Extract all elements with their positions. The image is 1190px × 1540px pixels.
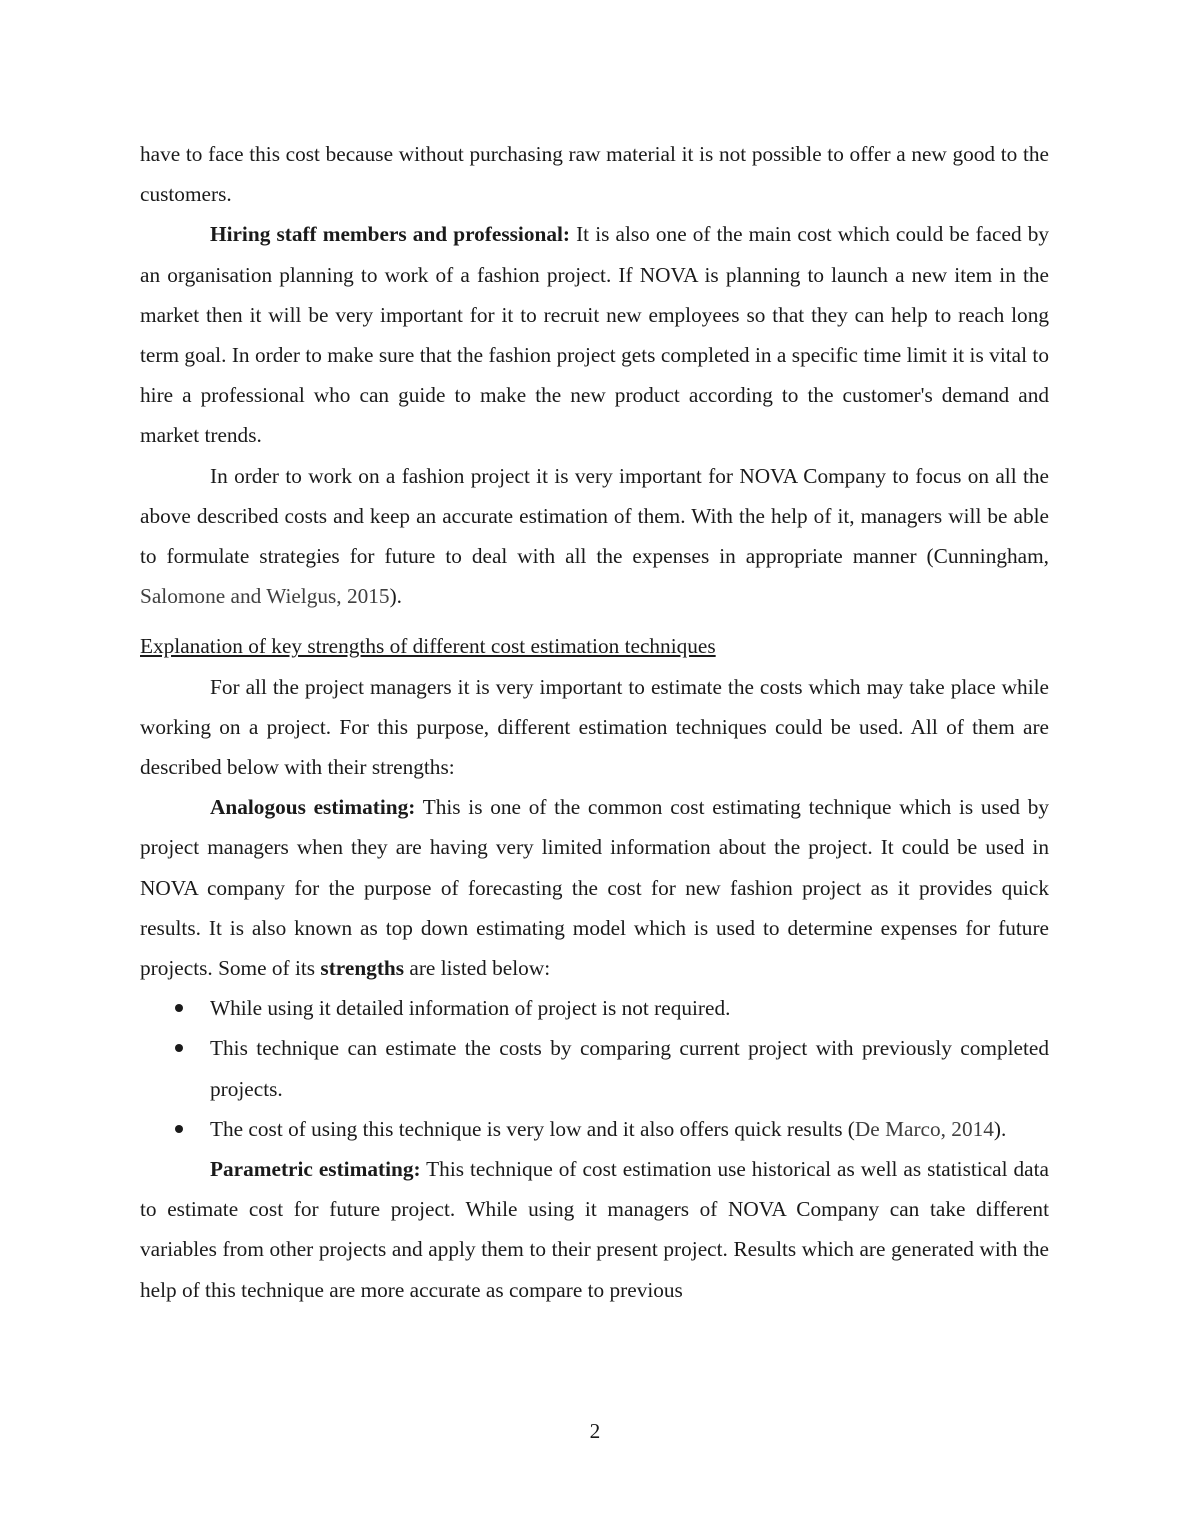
paragraph-estimation-intro	[140, 667, 1049, 788]
list-item-text: The cost of using this technique is very low and it also offers quick results (	[210, 1116, 855, 1141]
paragraph-text: This is one of the common cost estimating technique which is used by project managers when they are having very limited information about the project. It could be used in NOVA company for the purpose of forecasting the cost for new fashion project as it provides quick results. It is also known as top down estimating model which is used to determine expenses for future projects. Some of its	[140, 795, 1049, 981]
section-heading: Explanation of key strengths of different cost estimation techniques	[140, 634, 716, 659]
bullet-icon	[175, 1044, 183, 1052]
page-number: 2	[589, 1419, 601, 1443]
paragraph-analogous	[140, 787, 1049, 988]
list-item	[140, 1109, 1049, 1149]
paragraph-parametric	[140, 1149, 1049, 1310]
analogous-term: Analogous estimating:	[210, 795, 416, 820]
citation: De Marco, 2014	[854, 1116, 994, 1141]
strengths-term: strengths	[320, 956, 405, 981]
paragraph-text: have to face this cost because without purchasing raw material it is not possible to offer a new good to the customers.	[140, 142, 1049, 207]
paragraph-fashion-project	[140, 456, 1049, 617]
strengths-list	[140, 988, 1049, 1149]
document-page	[140, 134, 1049, 1310]
paragraph-text-end: are listed below:	[404, 956, 551, 981]
paragraph-text: For all the project managers it is very important to estimate the costs which may take place while working on a project. For this purpose, different estimation techniques could be used. All of them are described below with their strengths:	[140, 674, 1049, 780]
paragraph-raw-material	[140, 134, 1049, 214]
list-item-text: This technique can estimate the costs by comparing current project with previously completed projects.	[210, 1036, 1049, 1101]
parametric-term: Parametric estimating:	[210, 1157, 421, 1182]
citation: Salomone and Wielgus, 2015	[140, 584, 390, 609]
list-item	[140, 1028, 1049, 1108]
list-item-text-end: ).	[993, 1116, 1007, 1141]
bullet-icon	[175, 1125, 183, 1133]
list-item-text: While using it detailed information of project is not required.	[210, 996, 731, 1021]
hiring-staff-term: Hiring staff members and professional:	[210, 222, 570, 247]
paragraph-text-end: ).	[389, 584, 402, 609]
paragraph-text: In order to work on a fashion project it is very important for NOVA Company to focus on all the above described costs and keep an accurate estimation of them. With the help of it, managers will be able to formulate strategies for future to deal with all the expenses in appropriate manner (Cunningham,	[140, 463, 1049, 569]
paragraph-text: This technique of cost estimation use historical as well as statistical data to estimate cost for future project. While using it managers of NOVA Company can take different variables from other projects and apply them to their present project. Results which are generated with the help of this technique are more accurate as compare to previous	[140, 1157, 1049, 1302]
bullet-icon	[175, 1004, 183, 1012]
paragraph-text: It is also one of the main cost which could be faced by an organisation planning to work of a fashion project. If NOVA is planning to launch a new item in the market then it will be very important for it to recruit new employees so that they can help to reach long term goal. In order to make sure that the fashion project gets completed in a specific time limit it is vital to hire a professional who can guide to make the new product according to the customer's demand and market trends.	[140, 222, 1049, 448]
paragraph-hiring-staff	[140, 214, 1049, 455]
list-item	[140, 988, 1049, 1028]
